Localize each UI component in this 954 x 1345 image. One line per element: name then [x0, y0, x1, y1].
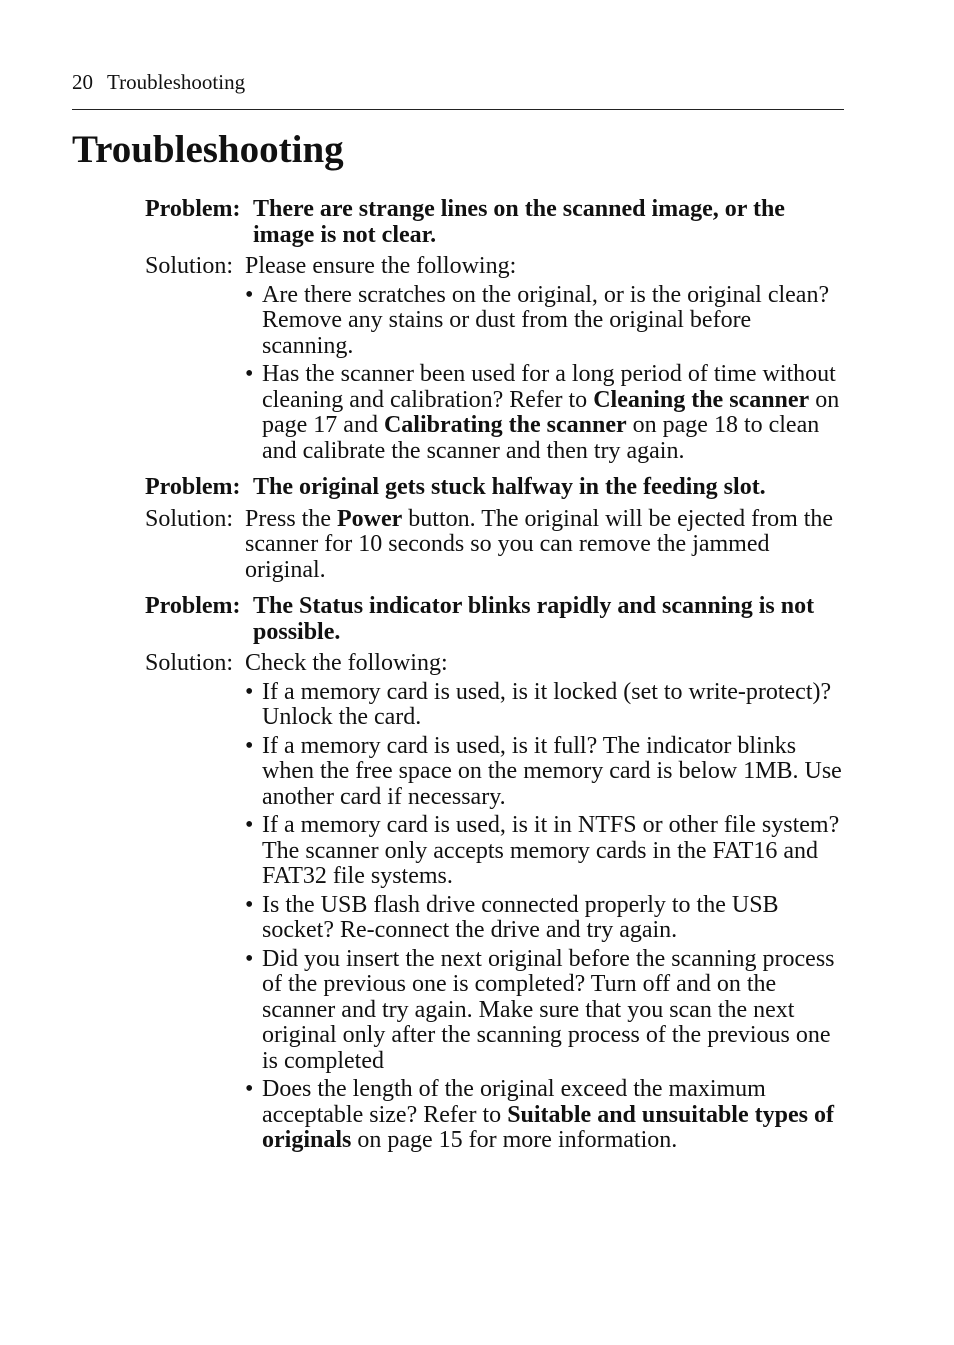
problem-text: The original gets stuck halfway in the feeding slot. — [253, 474, 766, 500]
solution-label: Solution: — [145, 650, 234, 676]
reference-text: Power — [337, 505, 403, 532]
list-item-text — [262, 680, 845, 731]
text-run: button. The original will be ejected from the scanner for 10 seconds so you can remove the jammed original. — [245, 505, 834, 583]
bullet-icon: • — [245, 678, 254, 705]
reference-text: Cleaning the scanner — [593, 386, 810, 413]
text-run: Has the scanner been used for a long period of time without cleaning and calibration? Refer to — [262, 361, 836, 413]
bullet-icon: • — [245, 281, 254, 308]
list-item — [245, 947, 845, 1075]
problem-text: The Status indicator blinks rapidly and scanning is not possible. — [253, 593, 815, 645]
issue-block — [145, 475, 845, 583]
problem-statement — [145, 475, 845, 501]
bullet-icon: • — [245, 1076, 254, 1102]
list-item-text — [262, 813, 845, 890]
solution-statement — [145, 254, 845, 280]
bullet-icon: • — [245, 945, 254, 972]
reference-text: Suitable and unsuitable types of originals — [262, 1101, 834, 1153]
running-header-section: Troubleshooting — [107, 70, 246, 94]
list-item-text — [262, 947, 845, 1075]
page-number: 20 — [72, 70, 93, 94]
text-run: If a memory card is used, is it locked (set to write-protect)? Unlock the card. — [262, 678, 832, 730]
reference-text: Calibrating the scanner — [383, 412, 627, 438]
list-item-text — [262, 893, 845, 944]
problem-text: There are strange lines on the scanned image, or the image is not clear. — [253, 196, 785, 248]
problem-label: Problem: — [145, 474, 241, 500]
issue-block — [145, 197, 845, 464]
solution-text — [245, 507, 845, 584]
solution-text: Please ensure the following: — [245, 253, 517, 279]
solution-label: Solution: — [145, 253, 234, 279]
text-run: Did you insert the next original before the scanning process of the previous one is completed? Turn off and on the scanner and try again. Make sure that you scan the next original only after the scanning process of the previous one is completed — [262, 945, 835, 1074]
bullet-icon: • — [245, 361, 254, 387]
problem-label: Problem: — [145, 196, 241, 222]
text-run: If a memory card is used, is it full? The indicator blinks when the free space on the memory card is below 1MB. Use another card if necessary. — [262, 732, 842, 810]
text-run: Are there scratches on the original, or is the original clean? Remove any stains or dust from the original before scanning. — [262, 281, 830, 359]
list-item — [245, 283, 845, 360]
bullet-icon: • — [245, 732, 254, 759]
list-item-text — [262, 362, 845, 464]
list-item — [245, 813, 845, 890]
solution-label: Solution: — [145, 505, 234, 532]
problem-label: Problem: — [145, 593, 241, 619]
list-item — [245, 362, 845, 464]
problem-statement — [145, 197, 845, 248]
problem-statement — [145, 594, 845, 645]
text-run: on page 18 to clean and calibrate the scanner and then try again. — [262, 412, 820, 464]
text-run: on page 17 and — [262, 386, 840, 438]
issue-block — [145, 594, 845, 1154]
bullet-icon: • — [245, 891, 254, 918]
text-run: Is the USB flash drive connected properly to the USB socket? Re-connect the drive and try again. — [262, 891, 779, 943]
list-item — [245, 893, 845, 944]
header-rule — [72, 109, 844, 110]
check-list — [145, 283, 845, 465]
list-item — [245, 734, 845, 811]
list-item-text — [262, 734, 845, 811]
running-header — [72, 70, 245, 94]
page-title: Troubleshooting — [72, 128, 344, 171]
text-run: Press the — [245, 505, 337, 532]
troubleshooting-content — [145, 197, 845, 1165]
list-item — [245, 680, 845, 731]
solution-statement — [145, 507, 845, 584]
solution-statement — [145, 651, 845, 677]
solution-text: Check the following: — [245, 650, 448, 676]
text-run: Does the length of the original exceed the maximum acceptable size? Refer to — [262, 1076, 766, 1128]
list-item-text — [262, 283, 845, 360]
text-run: If a memory card is used, is it in NTFS or other file system? The scanner only accepts memory cards in the FAT16 and FAT32 file systems. — [262, 812, 840, 889]
check-list — [145, 680, 845, 1154]
list-item-text — [262, 1077, 845, 1154]
text-run: on page 15 for more information. — [351, 1127, 678, 1153]
bullet-icon: • — [245, 812, 254, 838]
list-item — [245, 1077, 845, 1154]
